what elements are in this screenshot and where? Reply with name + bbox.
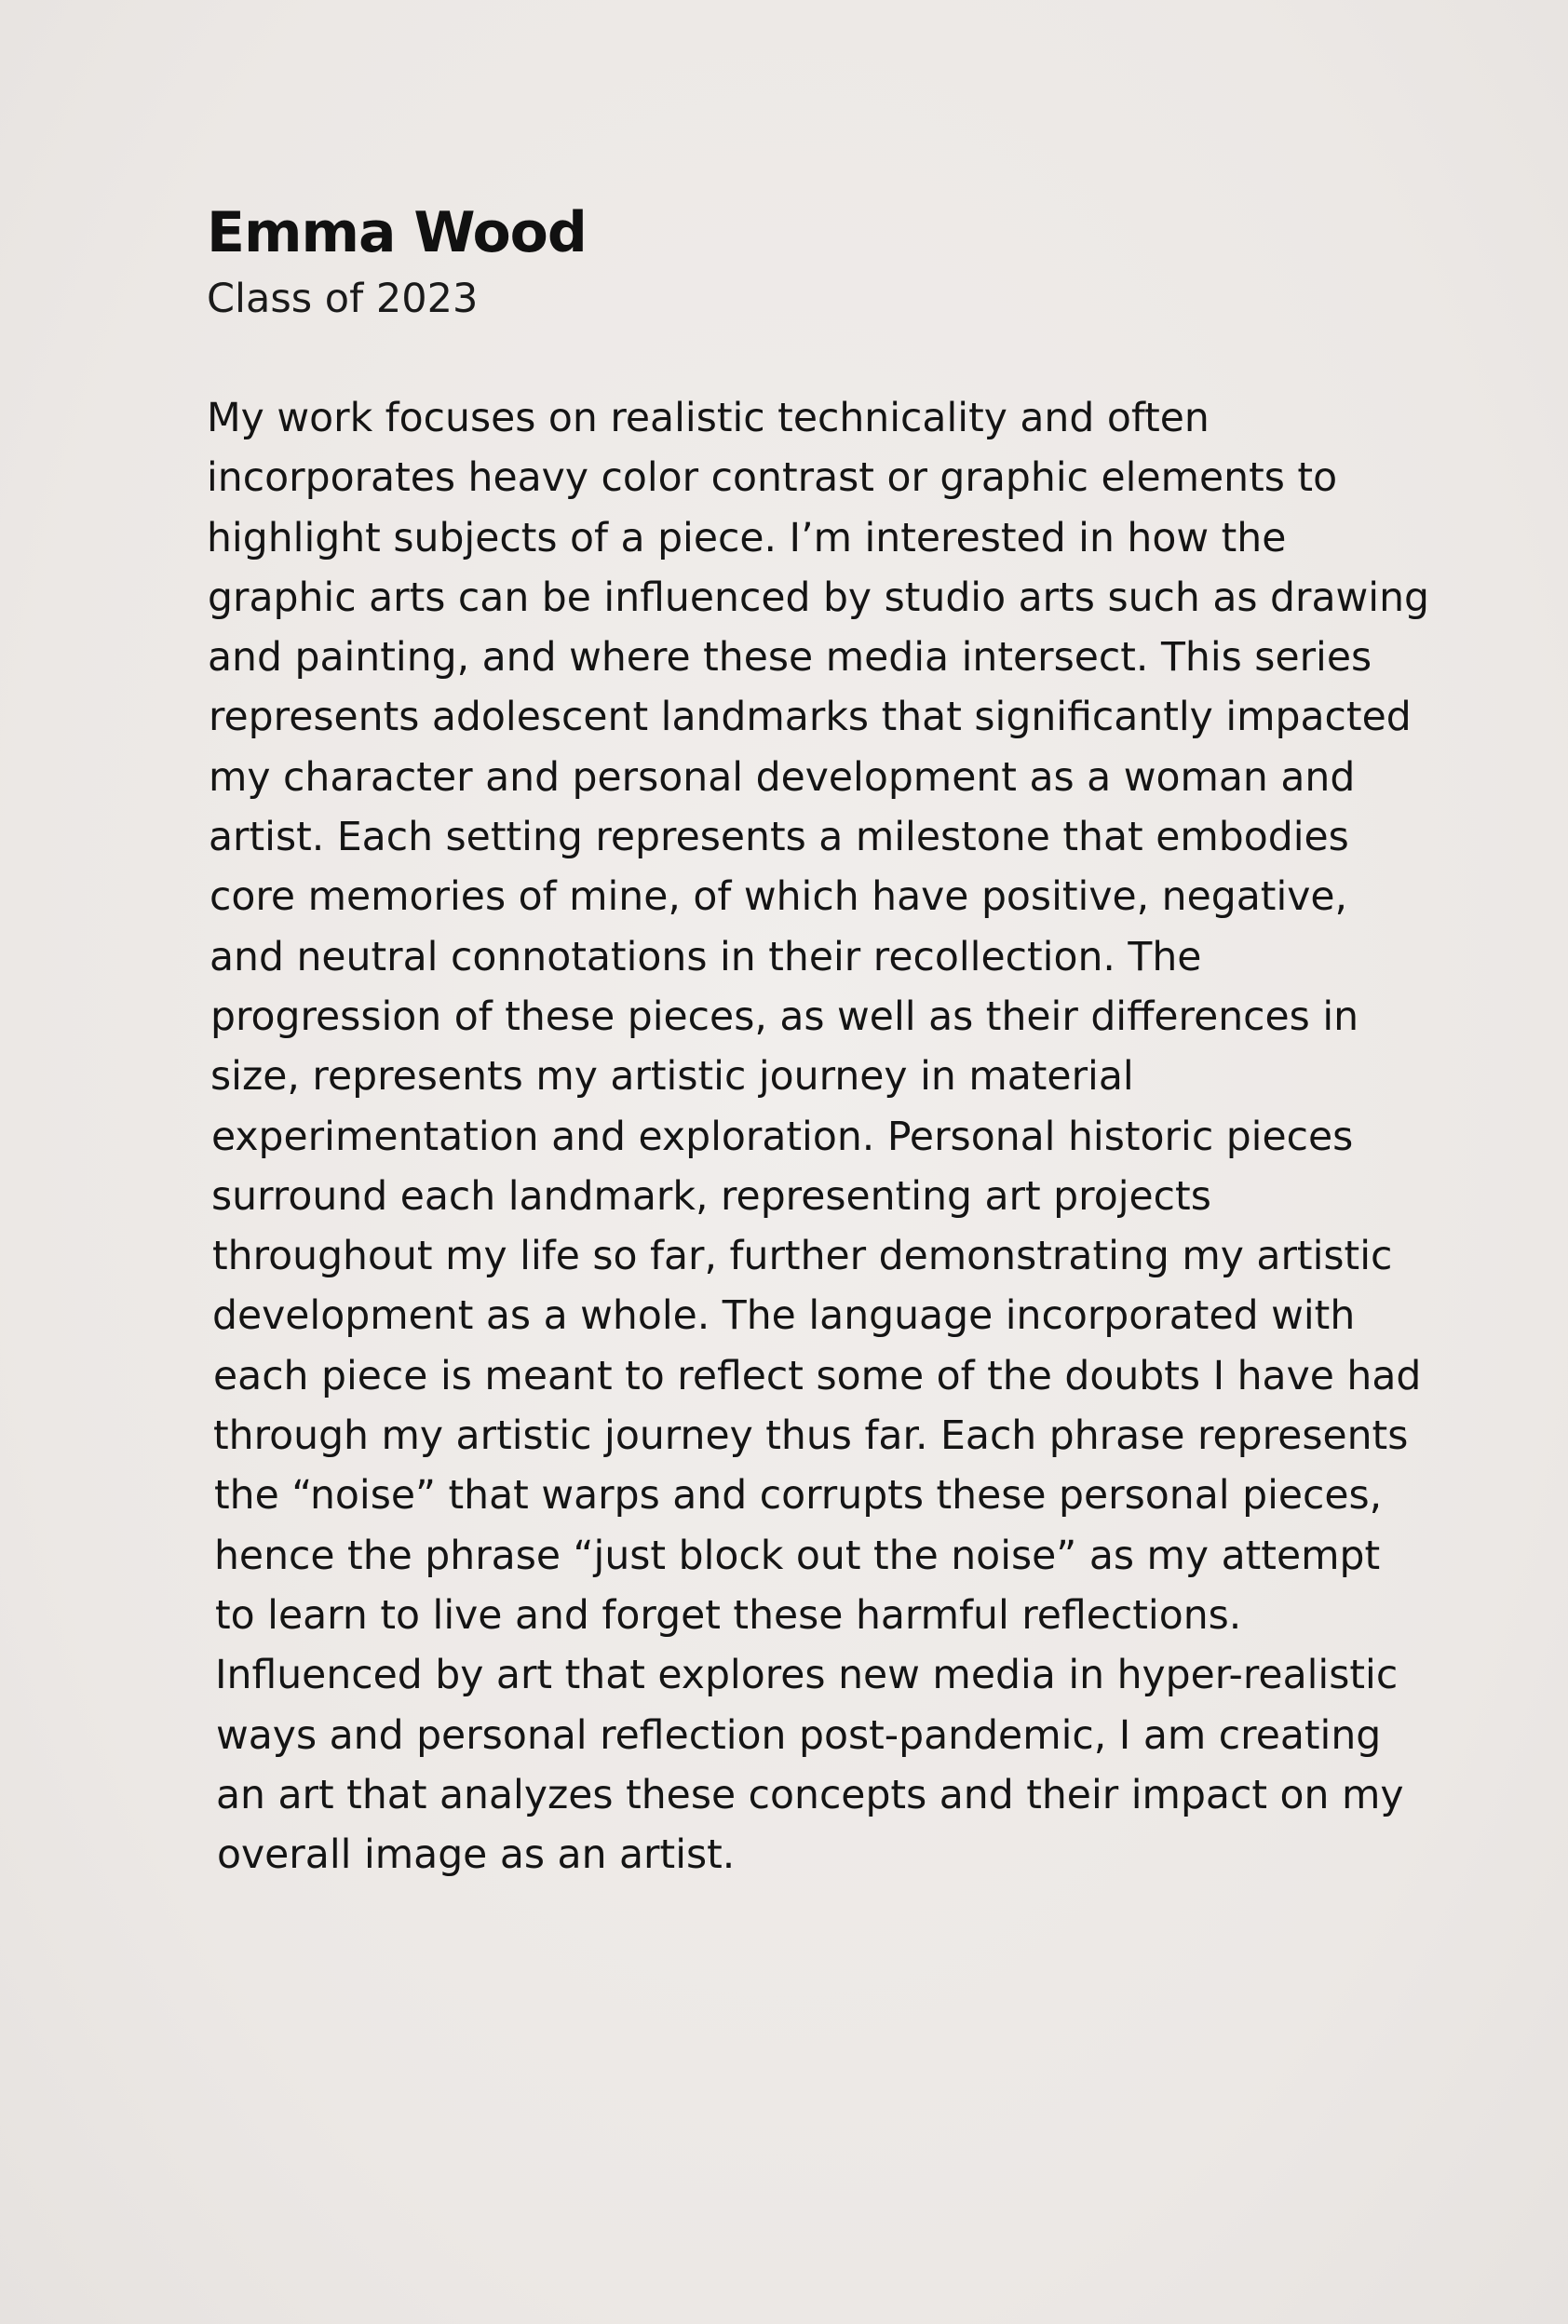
statement-line: core memories of mine, of which have positive, negative, bbox=[210, 874, 1348, 921]
statement-line: development as a whole. The language incorporated with bbox=[212, 1293, 1356, 1340]
statement-line: each piece is meant to reflect some of the doubts I have had bbox=[213, 1353, 1422, 1399]
statement-line: ways and personal reflection post-pandemic, I am creating bbox=[216, 1712, 1382, 1759]
statement-line: progression of these pieces, as well as their differences in bbox=[210, 993, 1359, 1040]
statement-line: the “noise” that warps and corrupts these personal pieces, bbox=[214, 1473, 1383, 1520]
statement-line: experimentation and exploration. Personal historic pieces bbox=[211, 1114, 1354, 1160]
statement-line: an art that analyzes these concepts and their impact on my bbox=[216, 1772, 1404, 1818]
artist-statement bbox=[207, 196, 1454, 1885]
statement-line: throughout my life so far, further demonstrating my artistic bbox=[212, 1234, 1393, 1280]
statement-line: and painting, and where these media intersect. This series bbox=[208, 635, 1372, 682]
statement-line: My work focuses on realistic technicality and often bbox=[207, 396, 1210, 441]
statement-line: size, represents my artistic journey in material bbox=[210, 1054, 1134, 1101]
statement-line: my character and personal development as a woman and bbox=[209, 754, 1356, 801]
statement-line: and neutral connotations in their recollection. The bbox=[210, 934, 1202, 980]
artist-name: Emma Wood bbox=[207, 200, 587, 265]
statement-line: represents adolescent landmarks that significantly impacted bbox=[209, 695, 1412, 741]
statement-line: incorporates heavy color contrast or graphic elements to bbox=[207, 455, 1338, 502]
statement-body bbox=[207, 389, 1454, 1885]
class-year: Class of 2023 bbox=[207, 276, 479, 322]
statement-line: highlight subjects of a piece. I’m interested in how the bbox=[207, 515, 1287, 561]
statement-line: to learn to live and forget these harmful reflections. bbox=[215, 1592, 1242, 1639]
statement-line: through my artistic journey thus far. Each phrase represents bbox=[213, 1413, 1409, 1460]
statement-line: surround each landmark, representing art projects bbox=[211, 1173, 1211, 1220]
statement-line: Influenced by art that explores new media in hyper-realistic bbox=[215, 1653, 1399, 1699]
statement-line: overall image as an artist. bbox=[217, 1832, 736, 1879]
statement-line: hence the phrase “just block out the noise” as my attempt bbox=[214, 1533, 1381, 1579]
statement-line: artist. Each setting represents a milestone that embodies bbox=[209, 815, 1349, 861]
statement-line: graphic arts can be influenced by studio arts such as drawing bbox=[208, 574, 1430, 621]
